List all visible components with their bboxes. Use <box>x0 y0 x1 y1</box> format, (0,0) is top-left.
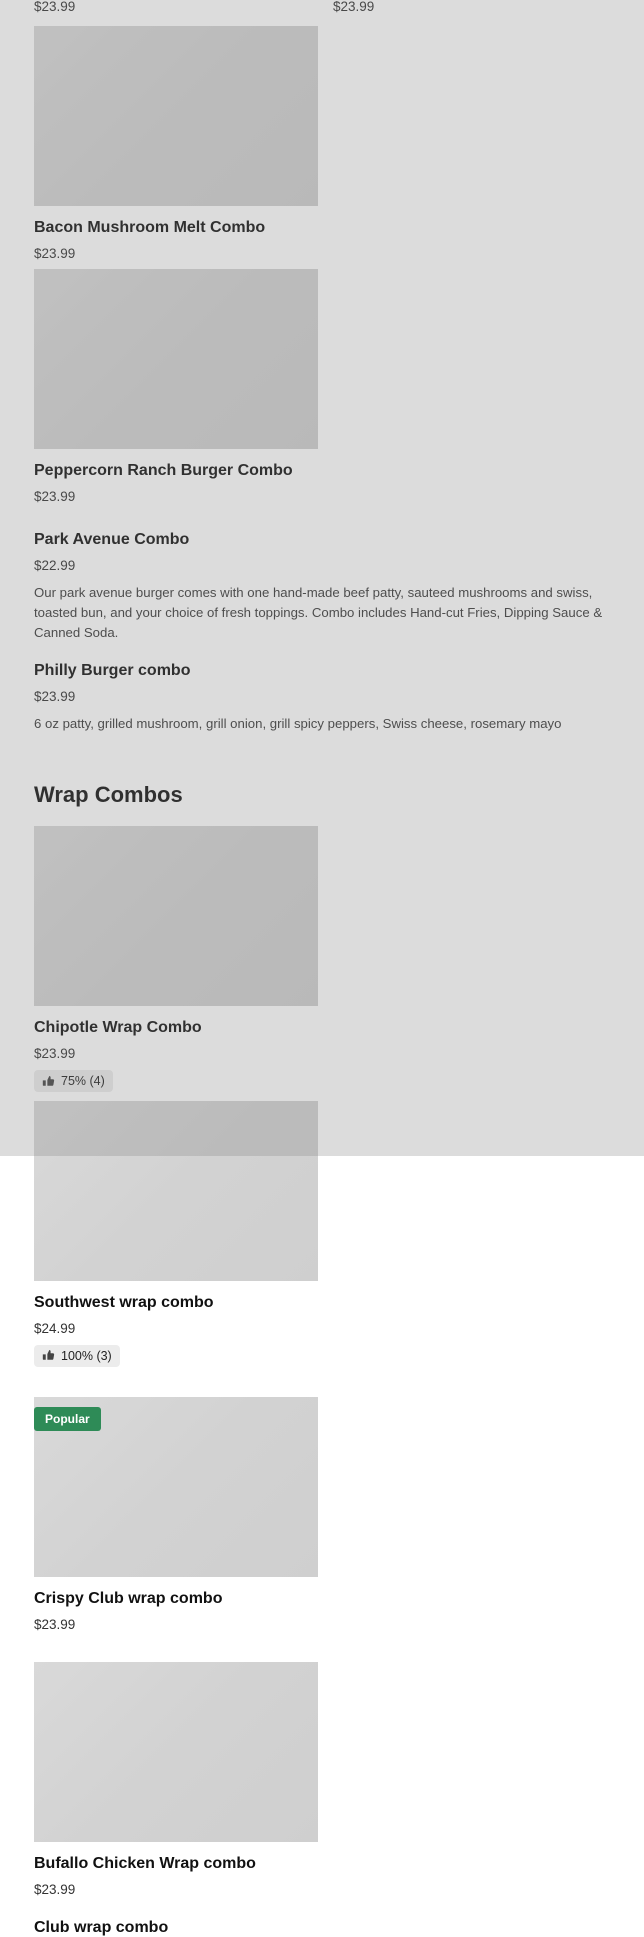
item-title: Bacon Mushroom Melt Combo <box>34 219 266 236</box>
item-price: $23.99 <box>34 1046 76 1061</box>
rating-badge <box>34 1070 113 1092</box>
rating-value: 100% (3) <box>61 1348 112 1363</box>
item-price: $23.99 <box>34 489 76 504</box>
price-above-left: $23.99 <box>34 0 76 14</box>
item-image[interactable] <box>34 269 318 449</box>
item-title: Crispy Club wrap combo <box>34 1590 223 1607</box>
item-image[interactable] <box>34 26 318 206</box>
menu-list-item[interactable] <box>34 661 610 734</box>
thumbs-up-icon <box>42 1349 55 1362</box>
item-price: $23.99 <box>34 689 76 704</box>
menu-card[interactable] <box>34 1662 318 1897</box>
item-image[interactable] <box>34 1662 318 1842</box>
item-title: Peppercorn Ranch Burger Combo <box>34 462 293 479</box>
item-title-partial: Club wrap combo <box>34 1919 169 1936</box>
section-heading-wrap-combos: Wrap Combos <box>34 782 183 807</box>
menu-card[interactable] <box>34 1101 318 1368</box>
status-badge: Popular <box>34 1407 101 1431</box>
item-title: Southwest wrap combo <box>34 1293 214 1311</box>
item-image[interactable] <box>34 1101 318 1281</box>
item-description: Our park avenue burger comes with one hand-made beef patty, sauteed mushrooms and swiss, toasted bun, and your choice of fresh toppings. Combo includes Hand-cut Fries, Dipping Sauce & Canned Soda. <box>34 585 603 640</box>
price-above-right: $23.99 <box>333 0 375 14</box>
item-image[interactable] <box>34 826 318 1006</box>
item-price: $24.99 <box>34 1320 76 1336</box>
rating-value: 75% (4) <box>61 1074 105 1088</box>
item-title: Park Avenue Combo <box>34 531 190 548</box>
wrap-combo-grid <box>34 826 610 1905</box>
rating-badge <box>34 1345 120 1367</box>
item-price: $22.99 <box>34 558 76 573</box>
item-title: Philly Burger combo <box>34 662 191 679</box>
item-price: $23.99 <box>34 246 76 261</box>
item-title: Chipotle Wrap Combo <box>34 1019 202 1036</box>
item-title: Bufallo Chicken Wrap combo <box>34 1855 256 1872</box>
menu-card[interactable] <box>34 826 318 1093</box>
combo-card-grid <box>34 26 610 512</box>
above-fold-price-row <box>34 0 610 14</box>
item-price: $23.99 <box>34 1882 76 1897</box>
item-price: $23.99 <box>34 1617 76 1632</box>
thumbs-up-icon <box>42 1075 55 1088</box>
item-description: 6 oz patty, grilled mushroom, grill onion, grill spicy peppers, Swiss cheese, rosemary mayo <box>34 716 562 731</box>
menu-card[interactable] <box>34 1397 318 1632</box>
menu-card[interactable] <box>34 269 318 504</box>
menu-card[interactable] <box>34 26 318 261</box>
menu-list-item[interactable] <box>34 530 610 643</box>
